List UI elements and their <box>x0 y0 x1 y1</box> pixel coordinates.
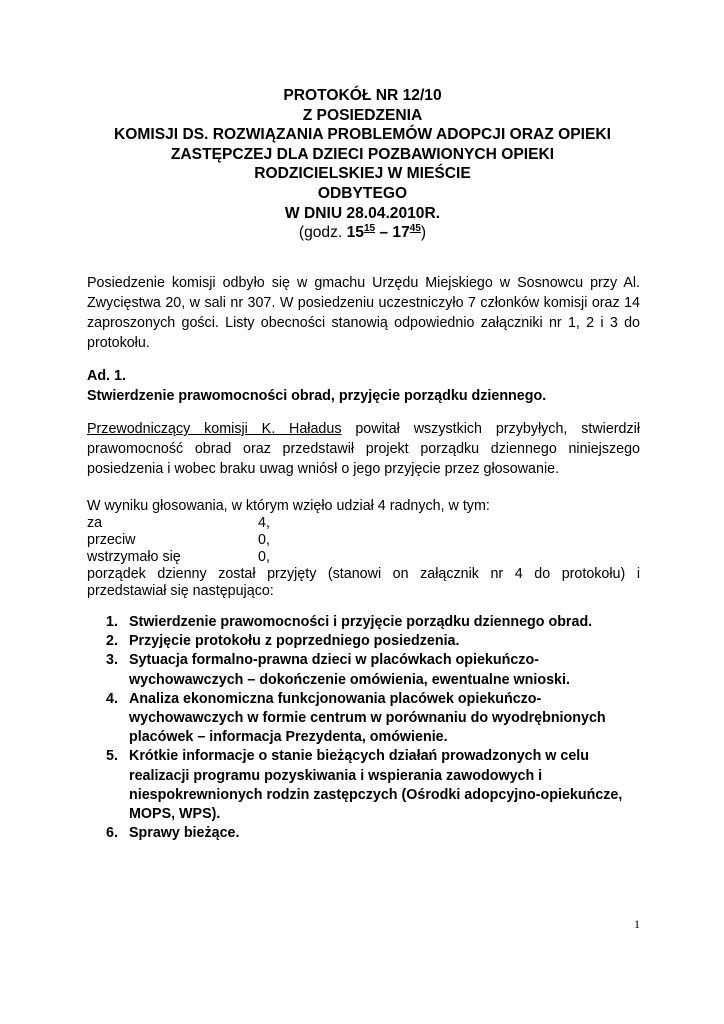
section-subheading: Stwierdzenie prawomocności obrad, przyjęcie porządku dziennego. <box>87 388 547 404</box>
vote-intro: W wyniku głosowania, w którym wzięło udział 4 radnych, w tym: <box>87 498 490 514</box>
agenda-item: 6. Sprawy bieżące. <box>106 825 240 842</box>
title-line: RODZICIELSKIEJ W MIEŚCIE <box>254 165 471 183</box>
agenda-item: 3. Sytuacja formalno-prawna dzieci w placówkach opiekuńczo-wychowawczych – dokończenie omówienia, ewentualne wnioski. <box>106 652 570 688</box>
agenda-list <box>106 613 646 843</box>
section-heading <box>87 366 640 406</box>
end-time: $17^{45}$ <box>392 223 421 242</box>
vote-result-text: porządek dzienny został przyjęty (stanowi on załącznik nr 4 do protokołu) i przedstawiał się następująco: <box>87 566 640 599</box>
agenda-item: 1. Stwierdzenie prawomocności i przyjęcie porządku dziennego obrad. <box>106 614 593 630</box>
agenda-item: 4. Analiza ekonomiczna funkcjonowania placówek opiekuńczo-wychowawczych w formie centrum w porównaniu do wyodrębnionych placówek – informacja Prezydenta, omówienie. <box>106 690 606 746</box>
start-time: $15^{15}$ <box>346 223 376 242</box>
chair-name: Przewodniczący komisji K. Haładus <box>87 421 342 437</box>
agenda-item: 5. Krótkie informacje o stanie bieżących działań prowadzonych w celu realizacji programu pozyskiwania i wspierania zawodowych i niespokrewnionych rodzin zastępczych (Ośrodki adopcyjno-opiekuńcze, MOPS, WPS). <box>106 748 623 823</box>
vote-results <box>87 498 640 600</box>
meeting-time: (godz. $15^{15} - 17^{45}$) <box>298 223 427 242</box>
title-line: W DNIU 28.04.2010R. <box>284 204 441 222</box>
vote-row: wstrzymało się 0, <box>87 549 270 565</box>
chair-paragraph <box>87 419 640 479</box>
title-line: PROTOKÓŁ NR 12/10 <box>283 87 442 104</box>
vote-row: za 4, <box>87 515 270 531</box>
intro-paragraph: Posiedzenie komisji odbyło się w gmachu Urzędu Miejskiego w Sosnowcu przy Al. Zwycięstwa 20, w sali nr 307. W posiedzeniu uczestniczyło 7 członków komisji oraz 14 zaproszonych gości. Listy obecności stanowią odpowiednio załączniki nr 1, 2 i 3 do protokołu. <box>87 275 640 351</box>
page-number: 1 <box>634 917 640 931</box>
title-line: KOMISJI DS. ROZWIĄZANIA PROBLEMÓW ADOPCJI ORAZ OPIEKI <box>114 126 611 144</box>
chair-text: powitał wszystkich przybyłych, stwierdził prawomocność obrad oraz przedstawił projekt porządku dziennego niniejszego posiedzenia i wobec braku uwag wniósł o jego przyjęcie przez głosowanie. <box>87 421 640 477</box>
title-line: ODBYTEGO <box>317 184 408 202</box>
section-number: Ad. 1. <box>87 368 126 384</box>
agenda-item: 2. Przyjęcie protokołu z poprzedniego posiedzenia. <box>106 633 460 650</box>
title-line: Z POSIEDZENIA <box>302 106 423 124</box>
document-title <box>80 86 645 243</box>
title-line: ZASTĘPCZEJ DLA DZIECI POZBAWIONYCH OPIEKI <box>170 145 555 163</box>
vote-row: przeciw 0, <box>87 532 270 548</box>
